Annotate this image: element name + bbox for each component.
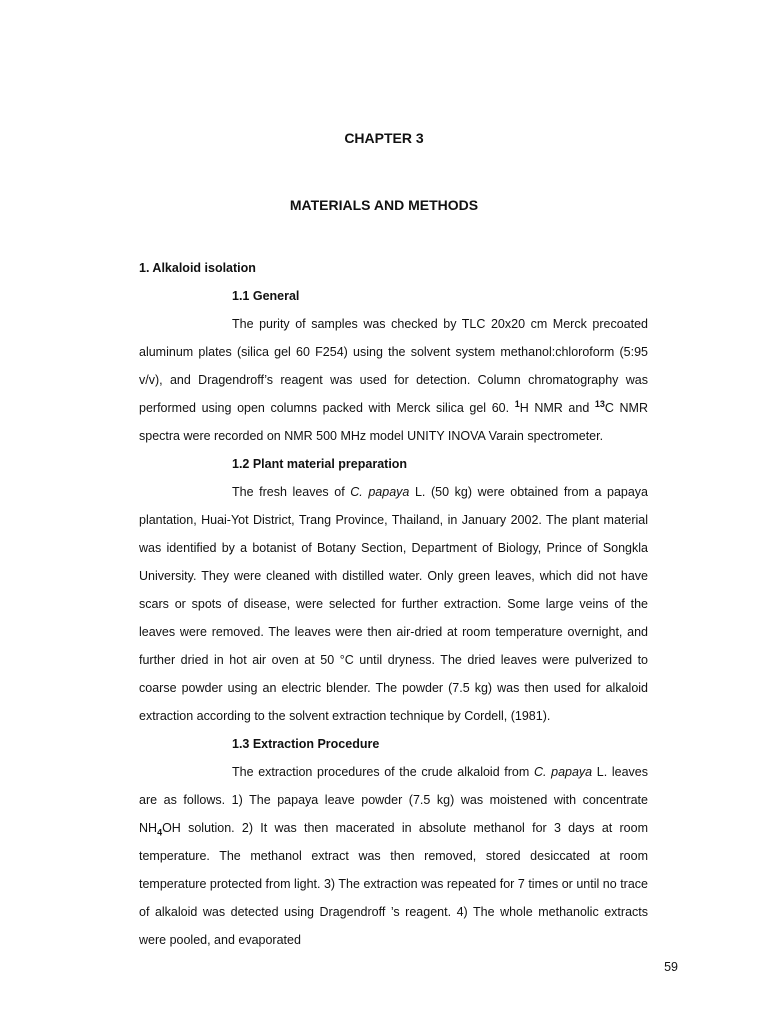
paragraph-text: L. (50 kg) were obtained from a papaya plantation, Huai-Yot District, Trang Province, Thailand, in January 2002. The plant material was identified by a botanist of Botany Section, Department of Biology, Prince of Songkla University. They were cleaned with distilled water. Only green leaves, which did not have scars or spots of disease, were selected for further extraction. Some large veins of the leaves were removed. The leaves were then air-dried at room temperature overnight, and further dried in hot air oven at 50 °C until dryness. The dried leaves were pulverized to coarse powder using an electric blender. The powder (7.5 kg) was then used for alkaloid extraction according to the solvent extraction technique by Cordell, (1981). — [139, 485, 649, 723]
chapter-label: CHAPTER 3 — [344, 130, 424, 146]
paragraph-text: The extraction procedures of the crude alkaloid from — [232, 765, 534, 779]
paragraph-text: C NMR spectra were recorded on NMR 500 MHz model UNITY INOVA Varain spectrometer. — [139, 401, 648, 443]
chapter-title: MATERIALS AND METHODS — [289, 197, 479, 213]
paragraph-text: The purity of samples was checked by TLC 20x20 cm Merck precoated aluminum plates (silica gel 60 F254) using the solvent system methanol:chloroform (5:95 v/v), and Dragendroff’s reagent was used for detection. Column chromatography was performed using open columns packed with Merck silica gel 60. — [139, 317, 648, 415]
page-number: 59 — [664, 960, 678, 974]
paragraph-general — [139, 310, 648, 450]
superscript-13: 13 — [594, 398, 605, 409]
paragraph-plant-material — [139, 478, 648, 730]
subsection-heading-extraction: 1.3 Extraction Procedure — [232, 737, 380, 751]
paragraph-text: The fresh leaves of — [232, 485, 351, 499]
paragraph-text: OH solution. 2) It was then macerated in absolute methanol for 3 days at room temperature. The methanol extract was then removed, stored desiccated at room temperature protected from light. 3) The extraction was repeated for 7 times or until no trace of alkaloid was detected using Dragendroff ’s reagent. 4) The whole methanolic extracts were pooled, and evaporated — [139, 821, 648, 947]
subscript-4: 4 — [157, 827, 163, 838]
superscript-1: 1 — [514, 398, 520, 409]
paragraph-text: L. leaves are as follows. 1) The papaya leave powder (7.5 kg) was moistened with concentrate NH — [139, 765, 649, 835]
subsection-heading-plant-material: 1.2 Plant material preparation — [232, 457, 408, 471]
subsection-heading-general: 1.1 General — [232, 289, 300, 303]
body-content — [139, 254, 648, 954]
paragraph-text: H NMR and — [519, 401, 595, 415]
paragraph-extraction — [139, 758, 648, 954]
species-name: C. papaya — [533, 765, 593, 779]
species-name: C. papaya — [350, 485, 410, 499]
section-heading-alkaloid-isolation: 1. Alkaloid isolation — [139, 261, 256, 275]
